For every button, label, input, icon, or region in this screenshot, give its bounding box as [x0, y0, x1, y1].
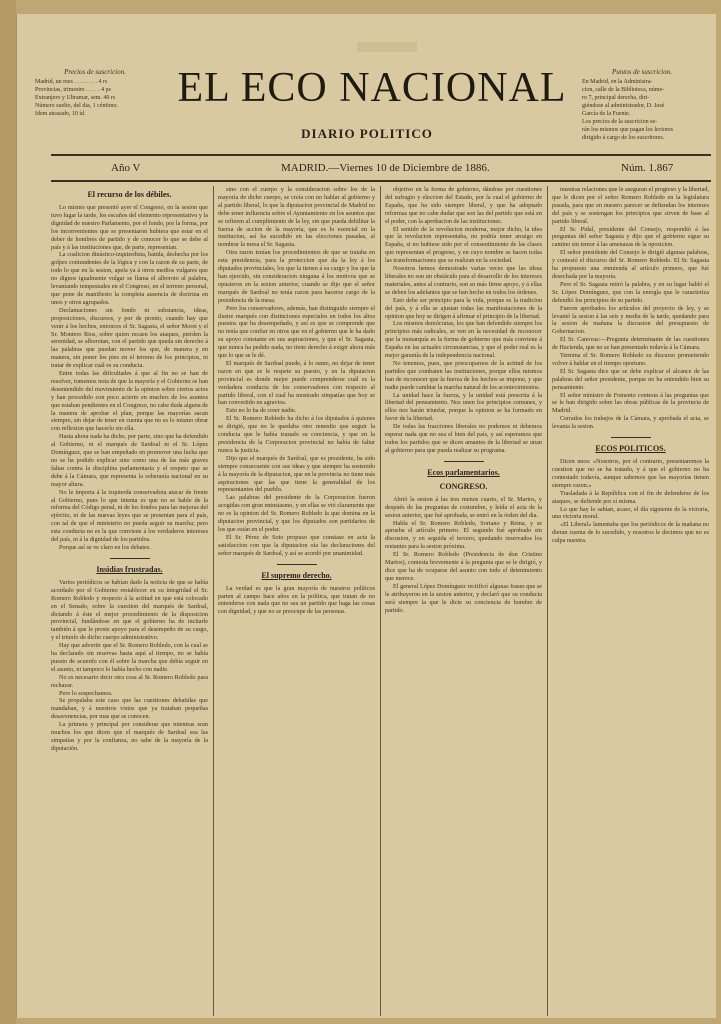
column-divider: [213, 186, 214, 1016]
separator: [611, 437, 651, 438]
article-paragraph: El Sr. Romero Robledo (Presidencia de don Cristino Martos), contesta brevemente á la pregunta que se le dirigió, y dice que ha de ocuparse del asunto con todo el detenimiento que merece.: [385, 551, 542, 582]
top-rule: [51, 154, 711, 156]
article-paragraph: Varios periódicos se habían dado la noticia de que se había acordado por el Gobierno restablecer en su integridad el Sr. Romero Robledo y respecto á la actitud en que está colocado en el Senado, sobre la cuestion del marqués de Sardoal, dictando á éste el mejor procedimiento de la disposicion provincial, fundándose en que el gobierno ha de incitarle también á que le preste apoyo para el desempeño de su cargo, y el triunfo de dicho cuerpo administrativo.: [51, 578, 208, 642]
article-heading: CONGRESO.: [439, 481, 488, 491]
year-label: Año V: [111, 162, 141, 174]
article-paragraph: El Sr. Sagasta dice que se debe explicar el alcance de las palabras del señor presidente, porque no ha entendido bien su pensamiento.: [552, 367, 709, 391]
article-paragraph: Cerrados los trabajos de la Cámara, y aprobada el acta, se levanta la sesion.: [552, 415, 709, 431]
article-paragraph: objetivo en la forma de gobierno, dándose por cuestiones del sufragio y eleccion del Estado, por la cual el gobierno de España, que ha sido siempre liberal, y que ha adoptado reformas que no cabe dudar que son las del partido que está en el poder, con la aprobacion de las instituciones.: [385, 186, 542, 225]
article-heading: Ecos parlamentarios.: [427, 467, 500, 477]
article-paragraph: El Sr. Romero Robledo ha dicho á los diputados á quienes se dirigió, que no le quedaba otro remedio que seguir la conducta que le había trazado su conciencia, y que en la presidencia de la Corporacion provincial no había de faltar nunca la justicia.: [218, 415, 375, 454]
box-line: ro 7, principal derecha, diri-: [582, 95, 650, 101]
article-paragraph: Trasladada á la República con el fin de defenderse de los ataques, se defiende por sí misma.: [552, 489, 709, 505]
dateline: [51, 160, 711, 178]
column-2: [218, 186, 375, 1018]
article-paragraph: Porque así se ve claro en los debates.: [59, 543, 151, 551]
article-paragraph: Entre todas las dificultades á que al fin no se han de resolver, tomemos nota de que la mayoría y el Gobierno se han desentendido del movimiento de la opinion sobre ciertos actos y han procedido con poco acierto en muchos de los asuntos que estaban pendientes en el Congreso, no cabe duda alguna de la manera de aprobar el plan, porque las mayorías sacan siempre, sin dejar de tener en cuenta que no es lo mismo obrar con reflexion que hacerlo sin ella.: [51, 370, 208, 433]
box-line: Los precios de la suscricion se-: [582, 119, 658, 125]
box-line: Idem atrasado, 10 íd.: [35, 111, 86, 117]
subscription-points-lines: [582, 78, 702, 142]
bottom-rule: [51, 180, 711, 182]
column-divider: [547, 186, 548, 1016]
column-3: [385, 186, 542, 1018]
article-paragraph: «El Liberal» lamentaba que los periódicos de la mañana no dieran cuenta de lo sucedido, y nosotros le decimos que no es culpa nuestra.: [552, 521, 709, 545]
date-label: MADRID.—Viernes 10 de Diciembre de 1886.: [281, 162, 490, 174]
column-divider: [380, 186, 381, 1016]
box-line: Número suelto, del dia, 1 céntimo.: [35, 103, 118, 109]
article-paragraph: Pero el Sr. Sagasta retiró la palabra, y en su lugar habló el Sr. López Domínguez, que con la energía que le caracteriza defendió los principios de su partido.: [552, 280, 709, 304]
newspaper-subtitle: DIARIO POLITICO: [301, 126, 433, 141]
box-line: rán los mismos que pagan los lectores: [582, 127, 673, 133]
article-paragraph: Nosotros hemos demostrado varias veces que las ideas liberales no son un obstáculo para el desarrollo de los intereses materiales, antes al contrario, son su más firme apoyo, y á ellas se deben los adelantos que se han hecho en todos los órdenes.: [385, 265, 542, 296]
article-paragraph: El Sr. Pidal, presidente del Consejo, respondió á las preguntas del señor Sagasta y dijo que el gobierno sigue su camino sin temor á las amenazas de la oposicion.: [552, 225, 709, 249]
article-paragraph: La primera y principal por considerar que mientras eran muchos los que dicen que el marqués de Sardoal sea las simpatías y por la confianza, no sabe de la mayoría de la diputación.: [51, 721, 208, 752]
article-paragraph: nuestras relaciones que le aseguran el progreso y la libertad, que le dicen por el señor Romero Robledo en la legislatura pasada, para que en nuestro parecer se defiendan los intereses del país y se sostengan los principios que sirven de base al partido liberal.: [552, 186, 709, 225]
article-paragraph: Pero lo sospechamos.: [59, 689, 113, 697]
article-paragraph: No es necesario decir otra cosa al Sr. Romero Robledo para rechazar.: [51, 673, 208, 689]
article-paragraph: Termina el Sr. Romero Robledo su discurso prometiendo volver á hablar en el tiempo oportuno.: [552, 352, 709, 367]
article-paragraph: No tenemos, pues, que preocuparnos de la actitud de los partidos que combaten las instituciones, porque ellos mismos han de reconocer que la fuerza de los hechos se impone, y que nadie puede cambiar la marcha natural de los acontecimientos.: [385, 359, 542, 391]
box-line: giéndose al administrador, D. José: [582, 103, 665, 109]
article-heading: Insidias frustradas.: [96, 564, 163, 574]
box-line: García de la Fuente.: [582, 111, 631, 117]
box-line: Provincias, trimestre . . . . . 4 ps: [35, 87, 111, 93]
article-paragraph: Lo mismo que presentó ayer el Congreso, en la sesion que tuvo lugar la tarde, los escaños del elemento representativo y la dignidad de nuestro Parlamento, por el fondo, por la forma, por los inconvenientes que se presentaron hubiera que estar en el deber de hombres de partido y de conocer lo que se debe al país y á las instituciones que, de parte, representan.: [51, 204, 208, 251]
article-paragraph: Se propalaba este caso que las cuestiones debatidas que mandaban, y á nuestros vistos que ya trataban pequeñas desavenencias, por mas que se conocen.: [51, 697, 208, 721]
box-line: En Madrid, en la Administra-: [582, 79, 653, 85]
article-paragraph: El marqués de Sardoal puede, á lo sumo, no dejar de tener razon en que se le respete su puesto, y en la diputacion provincial es donde mejor puede comprenderse cuál es la verdadera conducta de los conservadores con respecto al partido liberal, con el cual ha mostrado simpatías que hoy se han convertido en agravios.: [218, 359, 375, 407]
box-line: cion, calle de la Biblioteca, núme-: [582, 87, 665, 93]
issue-number: Núm. 1.867: [621, 162, 674, 174]
article-paragraph: La coalicion dinástico-izquierdista, batida, deshecha por los golpes contundentes de la lógica y con la razon de su parte, de todo lo que en la sesion, apela ya á otros medios vulgares que no dignos igualmente vulgar se llama el alboroto al palabra, levantando tempestades en el Congreso, en el terreno personal, que pone de manifiesto la completa ausencia de doctrina en unos y otros agrupados.: [51, 251, 208, 306]
article-heading: El supremo derecho.: [261, 570, 332, 580]
newspaper-title: EL ECO NACIONAL: [177, 65, 567, 111]
article-paragraph: Abrió la sesion á las tres menos cuarto, el Sr. Martos, y después de las preguntas de costumbre, y leída el acta de la sesion anterior, que fué aprobada, se entró en la órden del dia.: [385, 495, 542, 519]
article-paragraph: Los mismos demócratas, los que han defendido siempre los principios más radicales, se ven en la necesidad de reconocer que la monarquía es la forma de gobierno que más conviene á España en las actuales circunstancias, y que el poder real es la mejor garantía de la independencia nacional.: [385, 320, 542, 360]
article-paragraph: La unidad hace la fuerza, y la unidad está prescrita á la libertad del pensamiento. Nos unen los principios comunes, y ellos nos harán triunfar, porque la opinion se ha formado en favor de la libertad.: [385, 391, 542, 423]
box-line: Extranjero y Ultramar, sem. 40 rs: [35, 95, 116, 101]
article-paragraph: El señor presidente del Consejo le dirigió algunas palabras, y contestó el discurso del Sr. Romero Robledo. El Sr. Sagasta ha propuesto una enmienda al artículo primero, que fué desechada por la mayoría.: [552, 249, 709, 280]
article-paragraph: Dicen unos: «Nosotros, por el contrario, presentaremos la cuestion que no se ha tratado, y á que el gobierno no ha contestado todavía, aunque sabemos que las mayorías tienen siempre razon.»: [552, 458, 709, 489]
article-paragraph: Lo que hay lo sabían, acaso, el día siguiente de la victoria, una victoria moral.: [552, 505, 709, 521]
subscription-points-box: [582, 68, 702, 142]
article-paragraph: De todas las fracciones liberales no podemos ni debemos esperar nada que no sea el bien del país, y así esperamos que todos los partidos que se dicen amantes de la libertad se unan al gobierno para que pueda realizar su programa.: [385, 423, 542, 454]
column-4: [552, 186, 709, 1018]
masthead: [17, 14, 716, 144]
article-paragraph: El señor ministro de Fomento contesta á las preguntas que se le han dirigido sobre las obras públicas de la provincia de Madrid.: [552, 391, 709, 415]
article-paragraph: Las palabras del presidente de la Corporacion fueron acogidas con gran entusiasmo, y en ellas se vió claramente que no es la opinion del Sr. Romero Robledo la que domina en la diputacion provincial, y que los diputados son partidarios de los que están en el poder.: [218, 494, 375, 533]
article-paragraph: La verdad es que la gran mayoría de nuestros políticos parten al campo hace años en la política, que tratan de no entenderse con nada que no sea un partido que haga las cosas con dignidad, y que no se preocupe de las personas.: [218, 584, 375, 616]
article-paragraph: sino con el cuerpo y la consideracion sobre los de la mayoría de dicho cuerpo, se creía con no hablar al gobierno y al partido liberal, lo que la diputacion provincial de Madrid no debe tener influencia sobre el Ayuntamiento en los asuntos que se refieren al cumplimiento de la ley, sin que pueda debilitar la fuerza de accion de la mayoría, que es lo esencial en la institucion, así ha sucedido en las elecciones pasadas, al nombrar la mesa el Sr. Sagasta.: [218, 186, 375, 249]
article-paragraph: El Sr. Canovas:—Pregunta determinante de las cuestiones de Hacienda, que no se han presentado todavía á la Cámara.: [552, 336, 709, 352]
article-paragraph: No le importa á la izquierda conservadora atacar de frente al Gobierno, pues lo que intenta es que no se hable de la reforma del Código penal, ni de los fondos para las mejoras del ejército, ni de las nuevas leyes que se presentan para el país, con tal de que el ministerio no pueda seguir su marcha; pero esta conducta no es la que conviene á los verdaderos intereses del país, ni á la dignidad de los partidos.: [51, 488, 208, 544]
article-paragraph: Hay que advertir que el Sr. Romero Robledo, con la cual se ha declarado sin reservas hasta aquí al tiempo, no se había puesto de acuerdo con él sobre la marcha que debía seguir en el asunto, ni tampoco lo había hecho con nadie.: [51, 642, 208, 673]
box-line: Madrid, un mes . . . . . . . . 4 rs: [35, 79, 108, 85]
article-paragraph: Declamaciones sin fondo ni substancia, ideas, proposiciones, discursos, y por de pronto, cuando hay que venir á los hechos, entonces el Sr. Sagasta, el señor Moret y el Sr. Montero Rios, sobre quien recaen los ataques, pierden la serenidad, se alborotan, con el partido que queda sin derecho á las palabras que puedan mover los que, de manera y en manera, sin poner los pies en el terreno de los principios, ni tratar de explicar cuál es su conducta.: [51, 306, 208, 370]
article-paragraph: El Sr. Pérez de Soto propuso que constase en acta la satisfaccion con que la diputacion oía las declaraciones del señor marqués de Sardoal, y así se acordó por unanimidad.: [218, 533, 375, 557]
article-paragraph: Dijo que el marqués de Sardoal, que es presidente, ha sido siempre consecuente con sus ideas y que siempre ha sostenido á la mayoría de la diputacion, que en la provincia no tiene más aspiraciones que las que tiene la generalidad de los representantes del pueblo.: [218, 454, 375, 494]
article-paragraph: Hasta ahora nada ha dicho, por parte, sino que ha defendido al Gobierno, ni el marqués de Sardoal ni el Sr. López Domínguez, que se han empeñado en promover una lucha que no se ha podido explicar sino como una de las más graves faltas contra la disciplina parlamentaria y el respeto que se debe á la Cámara, que representa la soberanía nacional en su mayor altura.: [51, 433, 208, 488]
article-paragraph: Pero los conservadores, además, han distinguido siempre el ilustre marqués con distinciones especiales en todos los altos puestos que ha desempeñado, y así es que se comprende que no tenía que confiar en otros que en el gobierno que le ha dado su apoyo constante en sus aspiraciones, y que el Sr. Sagasta, que nunca ha pedido nada, no tiene derecho á exigir ahora más que lo que se le dé.: [218, 304, 375, 360]
column-1: [51, 186, 208, 1018]
article-heading: ECOS POLITICOS.: [595, 444, 666, 454]
article-paragraph: Habla el Sr. Romero Robledo, Soriano y Reina, y se aprueba el artículo primero. El segundo fué aprobado sin discusion, y en seguida el tercero, quedando reservados los restantes para la sesion próxima.: [385, 519, 542, 551]
article-paragraph: El sentido de la revolucion moderna, mejor dicho, la idea que la revolucion representaba, no podría tener arraigo en España, si no hubiese sido por el consentimiento de las clases que representan el progreso, y en cuyo nombre se hacen todas las transformaciones que se realizan en la sociedad.: [385, 225, 542, 265]
separator: [277, 564, 317, 565]
article-heading: El recurso de los débiles.: [87, 190, 172, 199]
article-paragraph: Otra razon tenían los procedimientos de que se trataba en esta presidencia, para la proteccion que da la ley á los diputados provinciales, los que la tienen á su cargo y los que la han ejercido, sin consideracion ninguna á los motivos que se opusieron en la sesion anterior, cuando se dijo que el señor marqués de Sardoal no tenía razon para hacerse cargo de la presidencia de la mesa.: [218, 249, 375, 304]
box-line: dirigido á cargo de los suscritores.: [582, 135, 665, 141]
article-paragraph: El general López Domínguez rectificó algunas frases que se le atribuyeron en la sesion anterior, y declaró que su conducta será siempre la que le dicte su conciencia de hombre de partido.: [385, 582, 542, 614]
newspaper-page: [16, 14, 716, 1018]
article-paragraph: Esto no lo ha de creer nadie.: [226, 407, 297, 415]
article-paragraph: Fueron aprobados los artículos del proyecto de ley, y se levantó la sesion á las seis y media de la tarde, quedando para la sesion de mañana la discusion del presupuesto de Gobernacion.: [552, 304, 709, 336]
page-left-edge: [0, 0, 16, 1024]
subscription-prices-box: [35, 68, 155, 118]
subscription-prices-heading: Precios de suscricion.: [64, 68, 126, 76]
separator: [444, 461, 484, 462]
article-paragraph: Esto debe ser principio para la vida, porque es la tradicion del país, y á ella se ajustan todas las manifestaciones de la opinion que hoy se dirigen á afirmar el principio de la libertad.: [385, 296, 542, 320]
subscription-prices-lines: [35, 78, 155, 118]
separator: [110, 558, 150, 559]
subscription-points-heading: Puntos de suscricion.: [611, 68, 673, 76]
